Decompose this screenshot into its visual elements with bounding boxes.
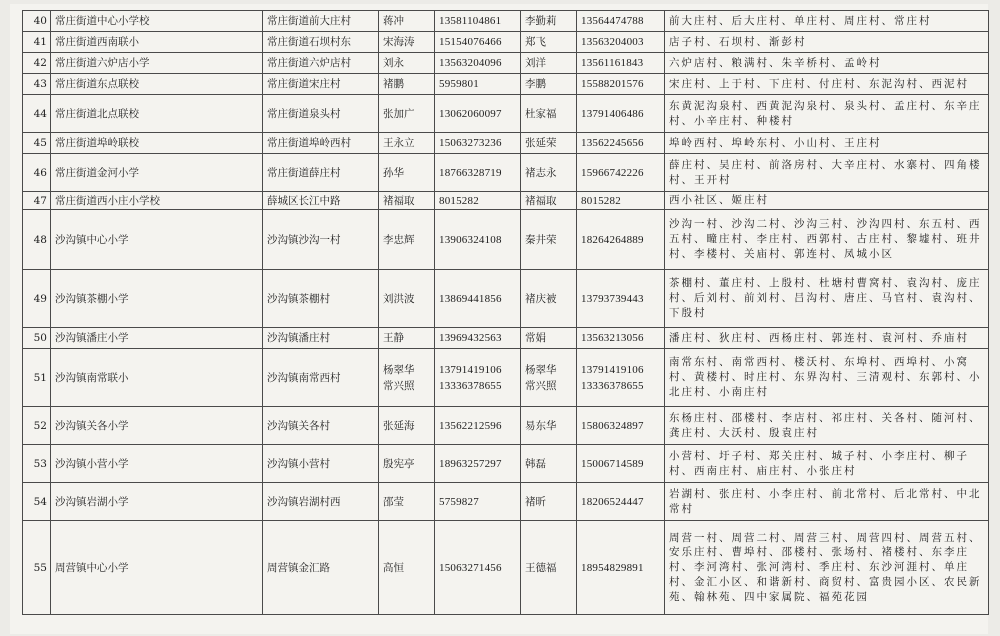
school-name: 常庄街道六炉店小学 [51, 53, 263, 74]
table-row [23, 210, 989, 270]
contact1-phone: 15154076466 [435, 32, 521, 53]
contact2-name: 杜家福 [521, 95, 577, 133]
table-row [23, 53, 989, 74]
contact1-phone: 13563204096 [435, 53, 521, 74]
contact2-phone: 18206524447 [577, 483, 665, 521]
contact2-name: 刘洋 [521, 53, 577, 74]
school-name: 常庄街道西小庄小学校 [51, 192, 263, 210]
school-name: 常庄街道金河小学 [51, 154, 263, 192]
row-number: 40 [23, 11, 51, 32]
school-name: 沙沟镇关各小学 [51, 407, 263, 445]
contact1-phone: 13969432563 [435, 328, 521, 349]
contact2-name: 褚志永 [521, 154, 577, 192]
service-villages: 岩湖村、张庄村、小李庄村、前北常村、后北常村、中北常村 [665, 483, 989, 521]
contact2-name: 杨翠华 常兴照 [521, 349, 577, 407]
contact2-phone: 13564474788 [577, 11, 665, 32]
contact1-name: 褚鹏 [379, 74, 435, 95]
school-name: 沙沟镇岩湖小学 [51, 483, 263, 521]
contact1-name: 孙华 [379, 154, 435, 192]
table-row [23, 74, 989, 95]
contact1-name: 高恒 [379, 521, 435, 615]
table-body [23, 11, 989, 615]
row-number: 44 [23, 95, 51, 133]
service-villages: 东黄泥沟泉村、西黄泥沟泉村、泉头村、孟庄村、东辛庄村、小辛庄村、种楼村 [665, 95, 989, 133]
school-address: 沙沟镇小营村 [263, 445, 379, 483]
contact1-phone: 13562212596 [435, 407, 521, 445]
school-name: 常庄街道东点联校 [51, 74, 263, 95]
school-name: 周营镇中心小学 [51, 521, 263, 615]
service-villages: 前大庄村、后大庄村、单庄村、周庄村、常庄村 [665, 11, 989, 32]
contact2-phone: 13561161843 [577, 53, 665, 74]
contact2-name: 李勤莉 [521, 11, 577, 32]
school-name: 沙沟镇中心小学 [51, 210, 263, 270]
table-row [23, 270, 989, 328]
school-address: 常庄街道六炉店村 [263, 53, 379, 74]
service-villages: 沙沟一村、沙沟二村、沙沟三村、沙沟四村、东五村、西五村、疃庄村、李庄村、西郭村、古庄村、黎墟村、班井村、李楼村、关庙村、郭连村、凤城小区 [665, 210, 989, 270]
row-number: 51 [23, 349, 51, 407]
table-row [23, 192, 989, 210]
school-address: 常庄街道埠岭西村 [263, 133, 379, 154]
row-number: 47 [23, 192, 51, 210]
row-number: 53 [23, 445, 51, 483]
service-villages: 西小社区、姬庄村 [665, 192, 989, 210]
school-address: 沙沟镇南常西村 [263, 349, 379, 407]
contact1-name: 张加广 [379, 95, 435, 133]
contact2-phone: 13791419106 13336378655 [577, 349, 665, 407]
contact2-name: 常娟 [521, 328, 577, 349]
contact2-phone: 15588201576 [577, 74, 665, 95]
contact2-name: 易东华 [521, 407, 577, 445]
service-villages: 周营一村、周营二村、周营三村、周营四村、周营五村、安乐庄村、曹埠村、邵楼村、张场村、褚楼村、东李庄村、李河湾村、张河湾村、季庄村、东沙河涯村、单庄村、金汇小区、和谐新村、商贸村、富贵园小区、农民新苑、翰林苑、四中家属院、福苑花园 [665, 521, 989, 615]
contact1-phone: 18766328719 [435, 154, 521, 192]
table-row [23, 154, 989, 192]
contact2-name: 褚昕 [521, 483, 577, 521]
contact1-name: 王永立 [379, 133, 435, 154]
table-row [23, 445, 989, 483]
service-villages: 东杨庄村、邵楼村、李店村、祁庄村、关各村、随河村、龚庄村、大沃村、殷袁庄村 [665, 407, 989, 445]
school-address: 常庄街道石坝村东 [263, 32, 379, 53]
school-name: 沙沟镇南常联小 [51, 349, 263, 407]
contact2-phone: 15966742226 [577, 154, 665, 192]
contact1-phone: 13581104861 [435, 11, 521, 32]
school-address: 沙沟镇潘庄村 [263, 328, 379, 349]
school-address: 沙沟镇沙沟一村 [263, 210, 379, 270]
contact2-name: 秦井荣 [521, 210, 577, 270]
school-name: 常庄街道中心小学校 [51, 11, 263, 32]
service-villages: 店子村、石坝村、渐彭村 [665, 32, 989, 53]
contact1-name: 李忠辉 [379, 210, 435, 270]
school-name: 常庄街道埠岭联校 [51, 133, 263, 154]
contact1-phone: 13906324108 [435, 210, 521, 270]
table-row [23, 11, 989, 32]
row-number: 46 [23, 154, 51, 192]
school-district-table [22, 10, 989, 615]
row-number: 49 [23, 270, 51, 328]
contact2-name: 褚福取 [521, 192, 577, 210]
contact2-name: 李鹏 [521, 74, 577, 95]
contact1-name: 张延海 [379, 407, 435, 445]
school-address: 常庄街道薛庄村 [263, 154, 379, 192]
contact1-phone: 13869441856 [435, 270, 521, 328]
row-number: 52 [23, 407, 51, 445]
table-row [23, 349, 989, 407]
contact2-name: 韩磊 [521, 445, 577, 483]
contact2-phone: 13791406486 [577, 95, 665, 133]
contact2-phone: 15006714589 [577, 445, 665, 483]
row-number: 45 [23, 133, 51, 154]
contact2-phone: 13793739443 [577, 270, 665, 328]
contact2-phone: 15806324897 [577, 407, 665, 445]
table-row [23, 521, 989, 615]
contact1-phone: 15063271456 [435, 521, 521, 615]
row-number: 41 [23, 32, 51, 53]
service-villages: 薛庄村、吴庄村、前洛房村、大辛庄村、水寨村、四角楼村、王开村 [665, 154, 989, 192]
contact2-phone: 13563204003 [577, 32, 665, 53]
school-address: 薛城区长江中路 [263, 192, 379, 210]
table-row [23, 95, 989, 133]
contact1-phone: 13791419106 13336378655 [435, 349, 521, 407]
school-address: 沙沟镇关各村 [263, 407, 379, 445]
contact1-phone: 13062060097 [435, 95, 521, 133]
contact2-phone: 8015282 [577, 192, 665, 210]
contact1-phone: 15063273236 [435, 133, 521, 154]
school-name: 常庄街道西南联小 [51, 32, 263, 53]
service-villages: 南常东村、南常西村、楼沃村、东埠村、西埠村、小窝村、黄楼村、时庄村、东界沟村、三清观村、东郭村、小北庄村、小南庄村 [665, 349, 989, 407]
contact1-name: 褚福取 [379, 192, 435, 210]
contact1-name: 殷宪亭 [379, 445, 435, 483]
table-row [23, 407, 989, 445]
row-number: 54 [23, 483, 51, 521]
contact1-phone: 8015282 [435, 192, 521, 210]
row-number: 42 [23, 53, 51, 74]
service-villages: 潘庄村、狄庄村、西杨庄村、郭连村、袁河村、乔庙村 [665, 328, 989, 349]
contact1-name: 杨翠华 常兴照 [379, 349, 435, 407]
service-villages: 埠岭西村、埠岭东村、小山村、王庄村 [665, 133, 989, 154]
service-villages: 茶棚村、董庄村、上殷村、杜塘村曹窝村、袁沟村、庞庄村、后刘村、前刘村、吕沟村、唐庄、马官村、袁沟村、下殷村 [665, 270, 989, 328]
contact1-name: 王静 [379, 328, 435, 349]
contact2-name: 褚庆被 [521, 270, 577, 328]
contact1-phone: 5959801 [435, 74, 521, 95]
row-number: 48 [23, 210, 51, 270]
table-row [23, 133, 989, 154]
school-address: 周营镇金汇路 [263, 521, 379, 615]
contact2-name: 张延荣 [521, 133, 577, 154]
document-page [10, 4, 988, 634]
school-name: 沙沟镇潘庄小学 [51, 328, 263, 349]
table-row [23, 328, 989, 349]
contact1-phone: 5759827 [435, 483, 521, 521]
table-row [23, 483, 989, 521]
contact1-name: 刘洪波 [379, 270, 435, 328]
contact2-name: 王德福 [521, 521, 577, 615]
service-villages: 六炉店村、粮满村、朱辛桥村、孟岭村 [665, 53, 989, 74]
school-name: 沙沟镇茶棚小学 [51, 270, 263, 328]
row-number: 43 [23, 74, 51, 95]
school-address: 沙沟镇茶棚村 [263, 270, 379, 328]
service-villages: 小营村、圩子村、郑关庄村、城子村、小李庄村、柳子村、西南庄村、庙庄村、小张庄村 [665, 445, 989, 483]
contact1-name: 宋海涛 [379, 32, 435, 53]
row-number: 55 [23, 521, 51, 615]
school-address: 常庄街道宋庄村 [263, 74, 379, 95]
contact1-name: 刘永 [379, 53, 435, 74]
service-villages: 宋庄村、上于村、下庄村、付庄村、东泥沟村、西泥村 [665, 74, 989, 95]
contact1-name: 邵莹 [379, 483, 435, 521]
contact1-name: 蒋冲 [379, 11, 435, 32]
contact2-phone: 13563213056 [577, 328, 665, 349]
school-address: 常庄街道前大庄村 [263, 11, 379, 32]
school-name: 常庄街道北点联校 [51, 95, 263, 133]
contact2-name: 郑飞 [521, 32, 577, 53]
school-address: 沙沟镇岩湖村西 [263, 483, 379, 521]
contact2-phone: 18264264889 [577, 210, 665, 270]
contact1-phone: 18963257297 [435, 445, 521, 483]
contact2-phone: 18954829891 [577, 521, 665, 615]
table-row [23, 32, 989, 53]
contact2-phone: 13562245656 [577, 133, 665, 154]
school-address: 常庄街道泉头村 [263, 95, 379, 133]
row-number: 50 [23, 328, 51, 349]
school-name: 沙沟镇小营小学 [51, 445, 263, 483]
